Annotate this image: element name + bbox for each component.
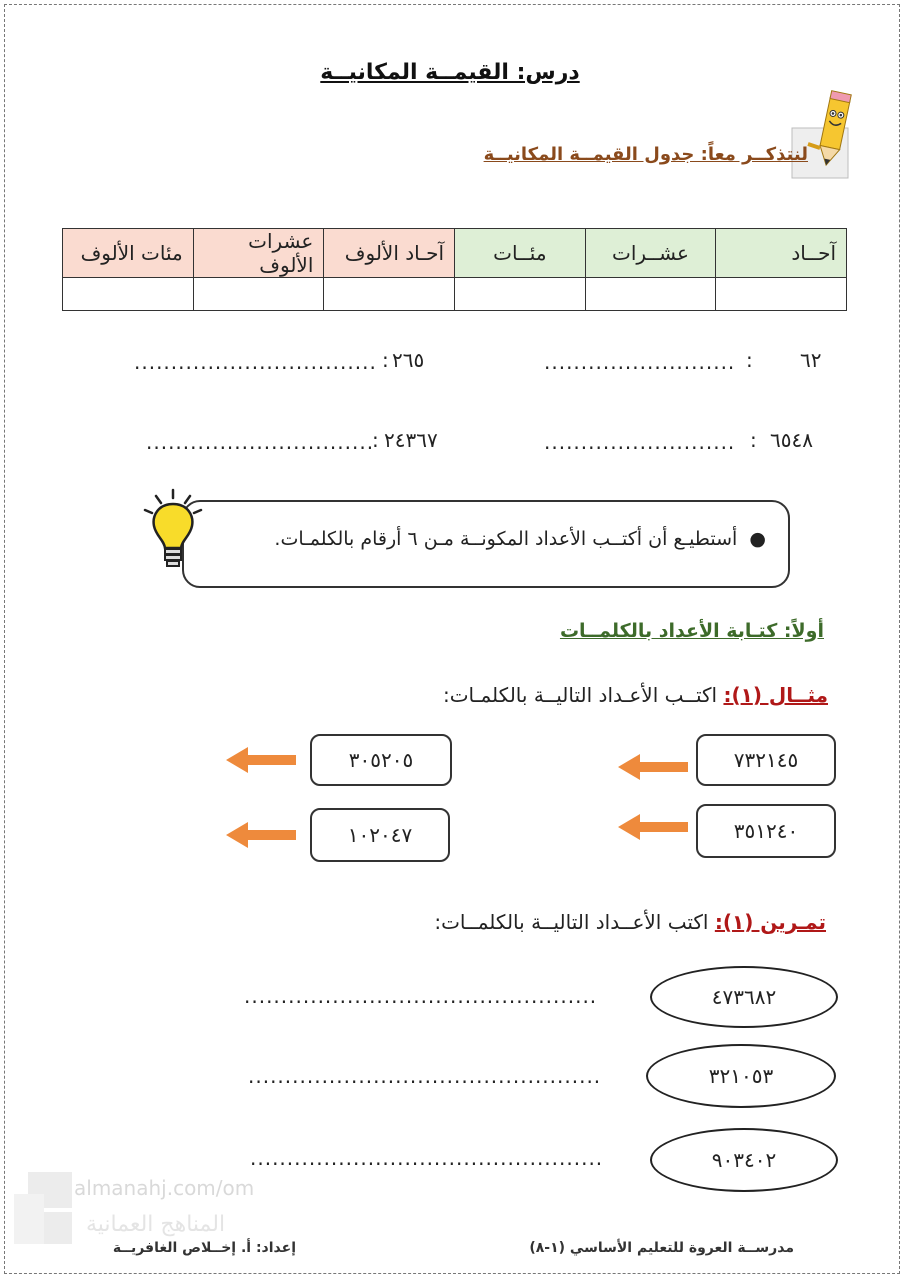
example-label: مثــال (١): [723,683,828,707]
header-hundred-thousands: مئات الألوف [63,229,194,278]
arrow-left-icon [226,820,296,850]
lightbulb-icon [140,488,206,570]
lesson-title: درس: القيمــة المكانيــة [320,60,580,85]
example-number-box-3: ٣٥١٢٤٠ [696,804,836,858]
table-empty-row [63,278,847,311]
recall-number-4: ٢٤٣٦٧ [384,428,438,452]
example-number-box-2: ٣٠٥٢٠٥ [310,734,452,786]
table-header-row [63,229,847,278]
watermark-logo-icon [14,1172,74,1246]
recall-answer-line-4[interactable]: ............................... [146,430,375,454]
exercise-answer-line-1[interactable]: ................................................ [244,984,598,1008]
exercise-instruction: اكتب الأعــداد التاليــة بالكلمــات: [434,910,709,934]
section-one-title: أولاً: كتـابة الأعداد بالكلمــات [559,620,824,642]
footer-author: إعداد: أ. إخــلاص الغافريــة [112,1240,296,1256]
recall-answer-line-3[interactable]: .......................... [544,430,736,454]
exercise-number-2: ٣٢١٠٥٣ [646,1044,836,1108]
header-ones: آحــاد [716,229,847,278]
recall-number-2: ٢٦٥ [392,348,425,372]
place-value-table [62,228,847,311]
header-tens: عشــرات [585,229,716,278]
recall-colon-3: : [750,428,757,452]
table-cell[interactable] [585,278,716,311]
table-cell[interactable] [716,278,847,311]
table-cell[interactable] [193,278,324,311]
arrow-left-icon [618,752,688,782]
exercise-answer-line-2[interactable]: ................................................ [248,1064,602,1088]
table-cell[interactable] [324,278,455,311]
example-heading [443,683,828,707]
exercise-label: تمـرين (١): [714,910,826,934]
pencil-mascot-icon [790,88,862,184]
bullet-icon: ● [737,528,766,550]
footer-school: مدرســة العروة للتعليم الأساسي (١-٨) [529,1240,794,1256]
recall-colon-1: : [746,348,753,372]
header-hundreds: مئــات [455,229,586,278]
recall-number-1: ٦٢ [800,348,822,372]
goal-text: ● أستطيـع أن أكتــب الأعداد المكونــة مـن ٦ أرقام بالكلمـات. [274,528,766,550]
exercise-number-1: ٤٧٣٦٨٢ [650,966,838,1028]
header-ten-thousands: عشرات الألوف [193,229,324,278]
recall-colon-2: : [382,348,389,372]
recall-answer-line-2[interactable]: ................................. [134,350,377,374]
recall-heading: لنتذكــر معاً: جدول القيمــة المكانيــة [483,144,808,165]
watermark-arabic: المناهج العمانية [86,1212,226,1237]
watermark-url: almanahj.com/om [74,1176,255,1200]
example-number-box-1: ٧٣٢١٤٥ [696,734,836,786]
table-cell[interactable] [63,278,194,311]
header-thousands: آحـاد الألوف [324,229,455,278]
arrow-left-icon [618,812,688,842]
recall-colon-4: : [372,428,379,452]
arrow-left-icon [226,745,296,775]
example-instruction: اكتــب الأعـداد التاليــة بالكلمـات: [442,683,718,707]
example-number-box-4: ١٠٢٠٤٧ [310,808,450,862]
recall-number-3: ٦٥٤٨ [770,428,813,452]
exercise-answer-line-3[interactable]: ................................................ [250,1146,604,1170]
exercise-number-3: ٩٠٣٤٠٢ [650,1128,838,1192]
exercise-heading [434,910,826,934]
recall-answer-line-1[interactable]: .......................... [544,350,736,374]
table-cell[interactable] [455,278,586,311]
